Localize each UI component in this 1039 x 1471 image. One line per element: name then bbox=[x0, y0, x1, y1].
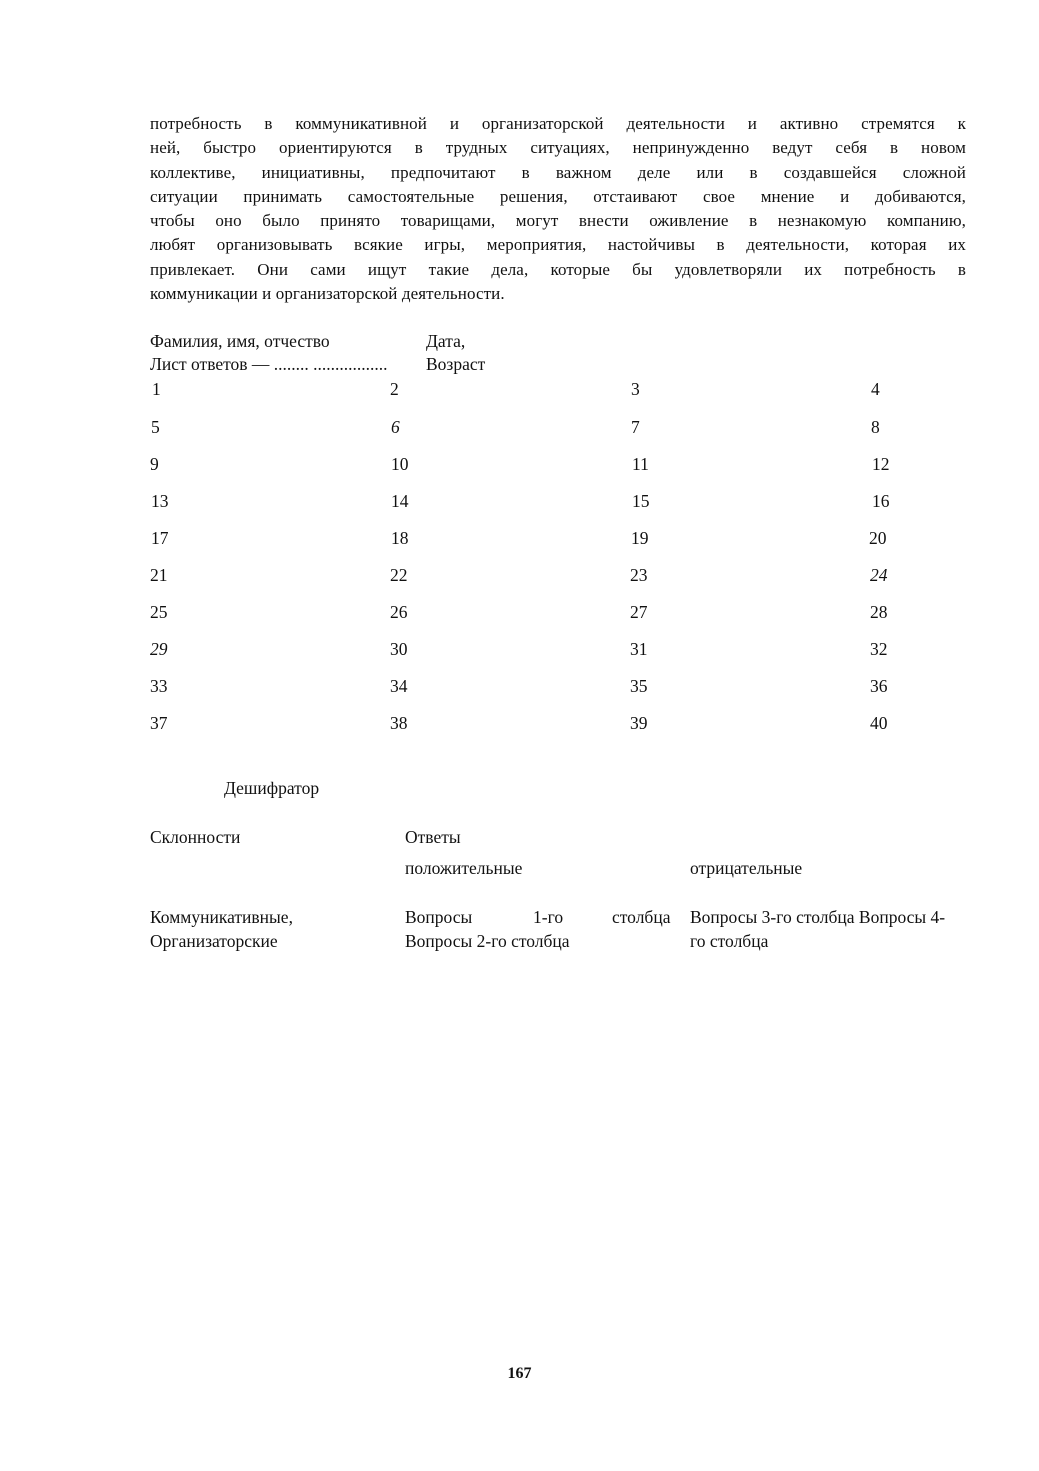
row-label-communicative: Коммуникативные, bbox=[150, 907, 293, 927]
paragraph-line: ситуации принимать самостоятельные решения, отстаивают свое мнение и добиваются, bbox=[150, 186, 966, 206]
date-label: Дата, bbox=[426, 331, 466, 351]
positive-q1-col: столбца bbox=[612, 907, 671, 927]
grid-cell: 13 bbox=[151, 491, 169, 511]
positive-header: положительные bbox=[405, 858, 523, 878]
grid-cell: 3 bbox=[631, 379, 640, 399]
positive-q2: Вопросы 2-го столбца bbox=[405, 931, 570, 951]
grid-cell: 19 bbox=[631, 528, 649, 548]
negative-line-2: го столбца bbox=[690, 931, 769, 951]
grid-cell: 18 bbox=[391, 528, 409, 548]
grid-cell: 11 bbox=[632, 454, 649, 474]
paragraph-line: привлекает. Они сами ищут такие дела, которые бы удовлетворяли их потребность в bbox=[150, 259, 966, 279]
grid-cell: 16 bbox=[872, 491, 890, 511]
grid-cell: 37 bbox=[150, 713, 168, 733]
inclinations-header: Склонности bbox=[150, 827, 241, 847]
page-number: 167 bbox=[507, 1365, 532, 1382]
negative-line-1: Вопросы 3-го столбца Вопросы 4- bbox=[690, 907, 946, 927]
decoder-title: Дешифратор bbox=[224, 778, 320, 798]
negative-header: отрицательные bbox=[690, 858, 803, 878]
grid-cell: 6 bbox=[391, 417, 400, 437]
paragraph-line: чтобы оно было принято товарищами, могут внести оживление в незнакомую компанию, bbox=[150, 211, 966, 231]
paragraph-line: коллективе, инициативны, предпочитают в важном деле или в создавшейся сложной bbox=[150, 162, 966, 182]
grid-cell: 7 bbox=[631, 417, 640, 437]
grid-cell: 4 bbox=[871, 379, 880, 399]
grid-cell: 25 bbox=[150, 602, 168, 622]
grid-cell: 30 bbox=[390, 639, 408, 659]
grid-cell: 5 bbox=[151, 417, 160, 437]
grid-cell: 26 bbox=[390, 602, 408, 622]
grid-cell: 1 bbox=[152, 379, 161, 399]
grid-cell: 33 bbox=[150, 676, 168, 696]
grid-cell: 29 bbox=[150, 639, 168, 659]
row-label-organizational: Организаторские bbox=[150, 931, 278, 951]
grid-cell: 22 bbox=[390, 565, 408, 585]
grid-cell: 38 bbox=[390, 713, 408, 733]
grid-cell: 17 bbox=[151, 528, 169, 548]
grid-cell: 34 bbox=[390, 676, 408, 696]
grid-cell: 9 bbox=[150, 454, 159, 474]
grid-cell: 31 bbox=[630, 639, 648, 659]
grid-cell: 20 bbox=[869, 528, 887, 548]
positive-q1-num: 1-го bbox=[533, 907, 564, 927]
grid-cell: 10 bbox=[391, 454, 409, 474]
answers-header: Ответы bbox=[405, 827, 461, 847]
paragraph-line: ней, быстро ориентируются в трудных ситуациях, непринужденно ведут себя в новом bbox=[150, 138, 966, 158]
grid-cell: 2 bbox=[390, 379, 399, 399]
grid-cell: 27 bbox=[630, 602, 648, 622]
grid-cell: 32 bbox=[870, 639, 888, 659]
answers-sheet-label: Лист ответов — ........ ................. bbox=[150, 354, 388, 374]
grid-cell: 36 bbox=[870, 676, 888, 696]
grid-cell: 28 bbox=[870, 602, 888, 622]
grid-cell: 35 bbox=[630, 676, 648, 696]
grid-cell: 8 bbox=[871, 417, 880, 437]
grid-cell: 14 bbox=[391, 491, 409, 511]
paragraph-line: коммуникации и организаторской деятельности. bbox=[150, 284, 505, 304]
positive-q1-word: Вопросы bbox=[405, 907, 473, 927]
name-label: Фамилия, имя, отчество bbox=[150, 331, 330, 351]
grid-cell: 15 bbox=[632, 491, 650, 511]
paragraph-line: потребность в коммуникативной и организаторской деятельности и активно стремятся к bbox=[150, 114, 966, 133]
grid-cell: 40 bbox=[870, 713, 888, 733]
body-paragraph bbox=[150, 112, 966, 306]
grid-cell: 39 bbox=[630, 713, 648, 733]
age-label: Возраст bbox=[426, 354, 486, 374]
grid-cell: 21 bbox=[150, 565, 168, 585]
grid-cell: 24 bbox=[870, 565, 888, 585]
grid-cell: 23 bbox=[630, 565, 648, 585]
paragraph-line: любят организовывать всякие игры, мероприятия, настойчивы в деятельности, которая их bbox=[150, 235, 966, 255]
grid-cell: 12 bbox=[872, 454, 890, 474]
